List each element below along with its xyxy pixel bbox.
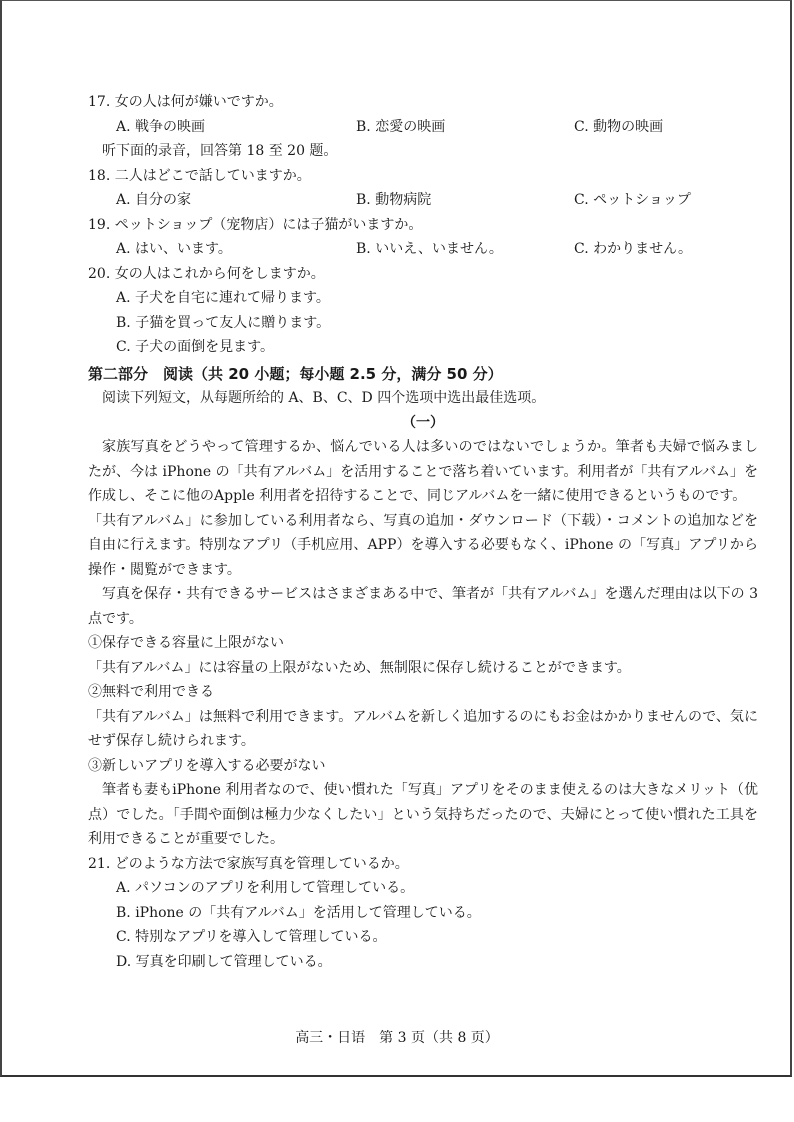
question-17: 17. 女の人は何が嫌いですか。 <box>88 94 283 110</box>
option-d: D. 写真を印刷して管理している。 <box>116 953 332 970</box>
question-20: 20. 女の人はこれから何をしますか。 <box>88 265 325 282</box>
option-b: B. 恋愛の映画 <box>356 118 446 135</box>
point-2-heading: ②無料で利用できる <box>88 684 214 700</box>
point-1-heading: ①保存できる容量に上限がない <box>88 635 284 651</box>
option-c: C. 子犬の面倒を見ます。 <box>116 339 274 355</box>
option-c: C. わかりません。 <box>574 241 692 257</box>
question-19: 19. ペットショップ（宠物店）には子猫がいますか。 <box>88 216 423 233</box>
option-c: C. ペットショップ <box>574 192 691 208</box>
option-b: B. いいえ、いません。 <box>356 241 503 257</box>
option-a: A. パソコンのアプリを利用して管理している。 <box>116 880 415 896</box>
paragraph-2: 「共有アルバム」に参加している利用者なら、写真の追加・ダウンロード（下载）・コメントの追加などを自由に行えます。特別なアプリ（手机应用、APP）を導入する必要もなく、iPhone の「写真」アプリから操作・閲覧ができます。 <box>88 512 758 578</box>
paragraph-3: 写真を保存・共有できるサービスはさまざまある中で、筆者が「共有アルバム」を選んだ理由は以下の 3 点です。 <box>88 586 758 627</box>
option-b: B. 子猫を買って友人に贈ります。 <box>116 314 331 331</box>
option-c: C. 特別なアプリを導入して管理している。 <box>116 929 387 945</box>
paragraph-4: 「共有アルバム」には容量の上限がないため、無制限に保存し続けることができます。 <box>88 659 631 676</box>
option-a: A. 戦争の映画 <box>116 118 206 135</box>
question-19-options <box>88 237 758 262</box>
paragraph-1: 家族写真をどうやって管理するか、悩んでいる人は多いのではないでしょうか。筆者も夫婦で悩みましたが、今は iPhone の「共有アルバム」を活用することで落ち着いています。利用者が「共有アルバム」を作成し、そこに他のApple 利用者を招待することで、同じアルバムを一緒に使用できるというものです。 <box>88 439 758 504</box>
option-a: A. 自分の家 <box>116 192 192 208</box>
passage-number: （一） <box>402 414 444 431</box>
question-21: 21. どのような方法で家族写真を管理しているか。 <box>88 855 409 872</box>
point-3-heading: ③新しいアプリを導入する必要がない <box>88 757 326 774</box>
option-a: A. はい、います。 <box>116 241 232 257</box>
exam-page <box>88 90 758 974</box>
instruction-18-20: 听下面的录音，回答第 18 至 20 题。 <box>102 143 338 159</box>
section-heading: 第二部分 阅读（共 20 小题；每小题 2.5 分，满分 50 分） <box>88 364 503 383</box>
question-18: 18. 二人はどこで話していますか。 <box>88 167 311 184</box>
paragraph-6: 筆者も妻もiPhone 利用者なので、使い慣れた「写真」アプリをそのまま使えるのは大きなメリット（优点）でした。「手間や面倒は極力少なくしたい」という気持ちだったので、夫婦にとって使い慣れた工具を利用できることが重要でした。 <box>88 782 758 847</box>
option-a: A. 子犬を自宅に連れて帰ります。 <box>116 290 330 306</box>
page-footer: 高三・日语 第 3 页（共 8 页） <box>295 1030 499 1046</box>
option-b: B. iPhone の「共有アルバム」を活用して管理している。 <box>116 904 481 921</box>
option-b: B. 動物病院 <box>356 192 432 208</box>
question-17-options <box>88 115 758 140</box>
section-instruction: 阅读下列短文，从每题所给的 A、B、C、D 四个选项中选出最佳选项。 <box>102 390 546 406</box>
paragraph-5: 「共有アルバム」は無料で利用できます。アルバムを新しく追加するのにもお金はかかりませんので、気にせず保存し続けられます。 <box>88 708 758 749</box>
option-c: C. 動物の映画 <box>574 118 664 135</box>
question-18-options <box>88 188 758 213</box>
